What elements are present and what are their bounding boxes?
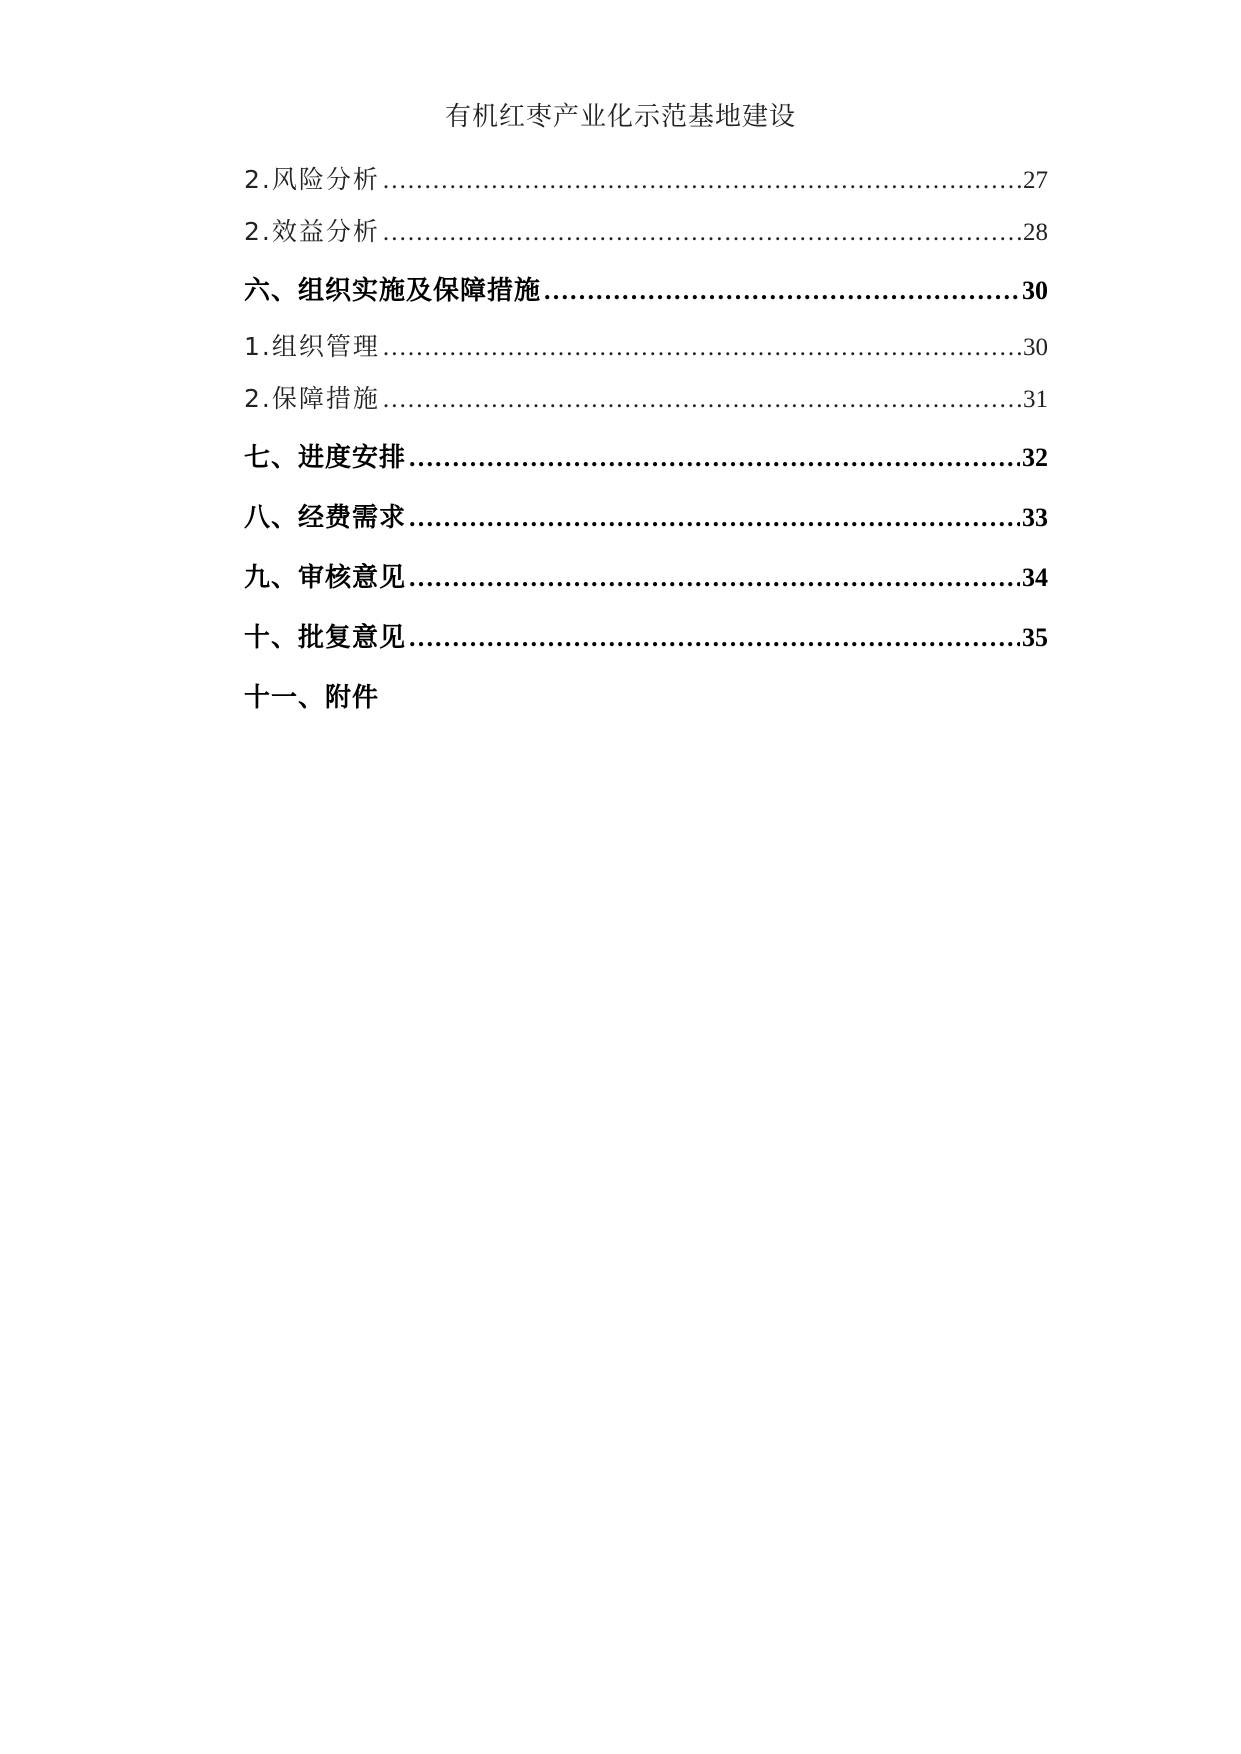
toc-page-number: 35	[1022, 623, 1048, 652]
toc-entry-label: 八、经费需求	[244, 503, 407, 533]
toc-entry-section-6[interactable]	[244, 270, 1048, 307]
toc-entry-risk-analysis[interactable]	[244, 160, 1048, 196]
toc-page-number: 31	[1023, 386, 1048, 413]
toc-entry-label: 2.风险分析	[244, 165, 380, 194]
toc-page-number: 32	[1022, 443, 1048, 472]
toc-page-number: 34	[1022, 563, 1048, 592]
toc-entry-safeguard-measures[interactable]	[244, 379, 1048, 415]
toc-entry-section-11[interactable]	[244, 677, 1048, 714]
toc-entry-label: 十、批复意见	[244, 623, 407, 653]
running-header-title: 有机红枣产业化示范基地建设	[444, 102, 796, 132]
toc-dot-leader	[382, 334, 1021, 362]
toc-dot-leader	[382, 167, 1021, 195]
toc-entry-label: 十一、附件	[244, 683, 380, 713]
toc-page-number: 28	[1023, 219, 1048, 246]
toc-entry-label: 六、组织实施及保障措施	[244, 276, 542, 306]
toc-dot-leader	[408, 623, 1020, 653]
toc-entry-section-10[interactable]	[244, 617, 1048, 654]
toc-page-number: 30	[1023, 334, 1048, 361]
toc-entry-benefit-analysis[interactable]	[244, 212, 1048, 248]
toc-entry-label: 2.效益分析	[244, 217, 380, 246]
toc-page-number: 27	[1023, 167, 1048, 194]
toc-dot-leader	[382, 219, 1021, 247]
toc-entry-label: 九、审核意见	[244, 563, 407, 593]
toc-entry-label: 七、进度安排	[244, 443, 407, 473]
toc-page-number: 30	[1022, 276, 1048, 305]
toc-dot-leader	[408, 563, 1020, 593]
toc-entry-label: 2.保障措施	[244, 384, 380, 413]
toc-entry-organization-management[interactable]	[244, 327, 1048, 363]
toc-entry-section-9[interactable]	[244, 557, 1048, 594]
toc-entry-section-8[interactable]	[244, 497, 1048, 534]
toc-dot-leader	[382, 386, 1021, 414]
toc-dot-leader	[408, 443, 1020, 473]
toc-page-number: 33	[1022, 503, 1048, 532]
toc-entry-label: 1.组织管理	[244, 332, 380, 361]
toc-dot-leader	[408, 503, 1020, 533]
toc-dot-leader	[543, 276, 1020, 306]
toc-entry-section-7[interactable]	[244, 437, 1048, 474]
